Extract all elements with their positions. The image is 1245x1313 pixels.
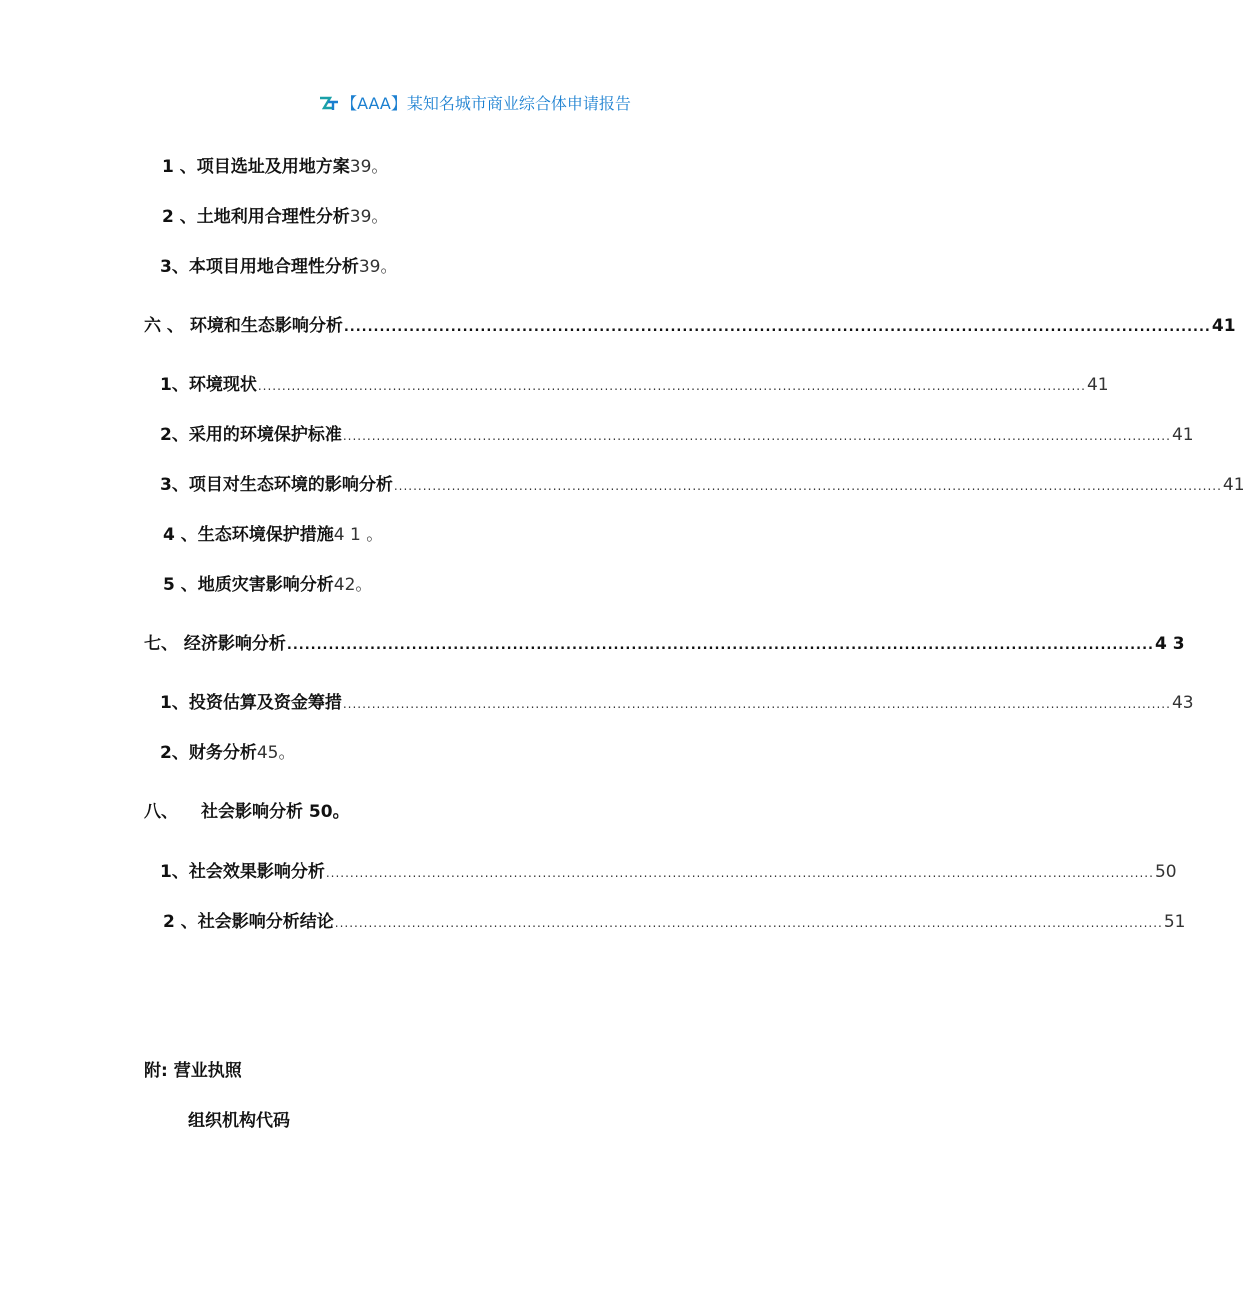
toc-entry-social-effect[interactable]: [160, 860, 1177, 885]
toc-entry-project-land-use[interactable]: [160, 255, 397, 279]
toc-entry-page: 43: [1171, 693, 1194, 713]
toc-entry-investment[interactable]: [160, 691, 1194, 716]
toc-entry-label: 2、财务分析: [160, 743, 257, 763]
toc-leader-dots: ............................................................................................................................................................................: [342, 429, 1171, 443]
toc-entry-page: 4 1 。: [333, 525, 384, 545]
toc-entry-page: 50: [1154, 862, 1177, 882]
toc-leader-dots: ..................................................................................................................................................: [343, 320, 1211, 335]
appendix-business-license: 附: 营业执照: [144, 1061, 242, 1081]
toc-entry-label: 5 、地质灾害影响分析: [163, 575, 334, 595]
toc-entry-page: 39。: [349, 157, 389, 177]
toc-entry-geo-hazard[interactable]: [163, 573, 372, 597]
toc-section-social-number[interactable]: [144, 800, 178, 824]
toc-leader-dots: ............................................................................................................................................................................: [257, 379, 1086, 393]
toc-leader-dots: ............................................................................................................................................................................: [342, 697, 1171, 711]
toc-entry-label: 1 、项目选址及用地方案: [162, 157, 350, 177]
toc-entry-label: 2 、土地利用合理性分析: [162, 207, 350, 227]
toc-leader-dots: ............................................................................................................................................................................: [325, 866, 1154, 880]
toc-leader-dots: ............................................................................................................................................................................: [334, 916, 1163, 930]
toc-entry-site-selection[interactable]: [162, 155, 388, 179]
toc-entry-label: 八、: [144, 802, 178, 822]
toc-entry-eco-protection[interactable]: [163, 523, 383, 547]
page-header: [0, 92, 950, 116]
toc-entry-label: 七、 经济影响分析: [144, 634, 286, 654]
toc-entry-land-use[interactable]: [162, 205, 388, 229]
toc-entry-page: 41: [1211, 316, 1236, 336]
toc-entry-label: 六 、 环境和生态影响分析: [144, 316, 343, 336]
toc-entry-page: 41: [1171, 425, 1194, 445]
toc-entry-label: 3、本项目用地合理性分析: [160, 257, 359, 277]
toc-entry-label: 2 、社会影响分析结论: [163, 912, 334, 932]
toc-leader-dots: ..................................................................................................................................................: [286, 638, 1154, 653]
toc-entry-page: 45。: [256, 743, 296, 763]
toc-entry-finance[interactable]: [160, 741, 295, 765]
toc-section-social[interactable]: [201, 800, 350, 824]
header-title: 【AAA】某知名城市商业综合体申请报告: [341, 94, 631, 113]
toc-entry-label: 1、社会效果影响分析: [160, 862, 325, 882]
toc-entry-page: 39。: [349, 207, 389, 227]
company-logo-icon: [319, 95, 339, 111]
appendix-org-code: 组织机构代码: [188, 1111, 290, 1131]
toc-entry-page: 51: [1163, 912, 1186, 932]
toc-section-environment[interactable]: [144, 314, 1236, 340]
toc-entry-label: 2、采用的环境保护标准: [160, 425, 342, 445]
toc-section-economy[interactable]: [144, 632, 1185, 658]
toc-entry-environment-standards[interactable]: [160, 423, 1194, 448]
toc-leader-dots: ............................................................................................................................................................................: [393, 479, 1222, 493]
toc-entry-page: 41: [1086, 375, 1109, 395]
toc-entry-environment-status[interactable]: [160, 373, 1109, 398]
toc-entry-label: 3、项目对生态环境的影响分析: [160, 475, 393, 495]
toc-entry-page: 41: [1222, 475, 1245, 495]
toc-entry-page: 39。: [358, 257, 398, 277]
toc-entry-label: 1、环境现状: [160, 375, 257, 395]
toc-entry-page: 4 3: [1154, 634, 1185, 654]
toc-entry-label: 4 、生态环境保护措施: [163, 525, 334, 545]
toc-entry-label: 1、投资估算及资金筹措: [160, 693, 342, 713]
toc-entry-eco-impact[interactable]: [160, 473, 1245, 498]
toc-entry-social-conclusion[interactable]: [163, 910, 1186, 935]
toc-entry-page: 42。: [333, 575, 373, 595]
toc-entry-label: 社会影响分析 50。: [201, 802, 350, 822]
